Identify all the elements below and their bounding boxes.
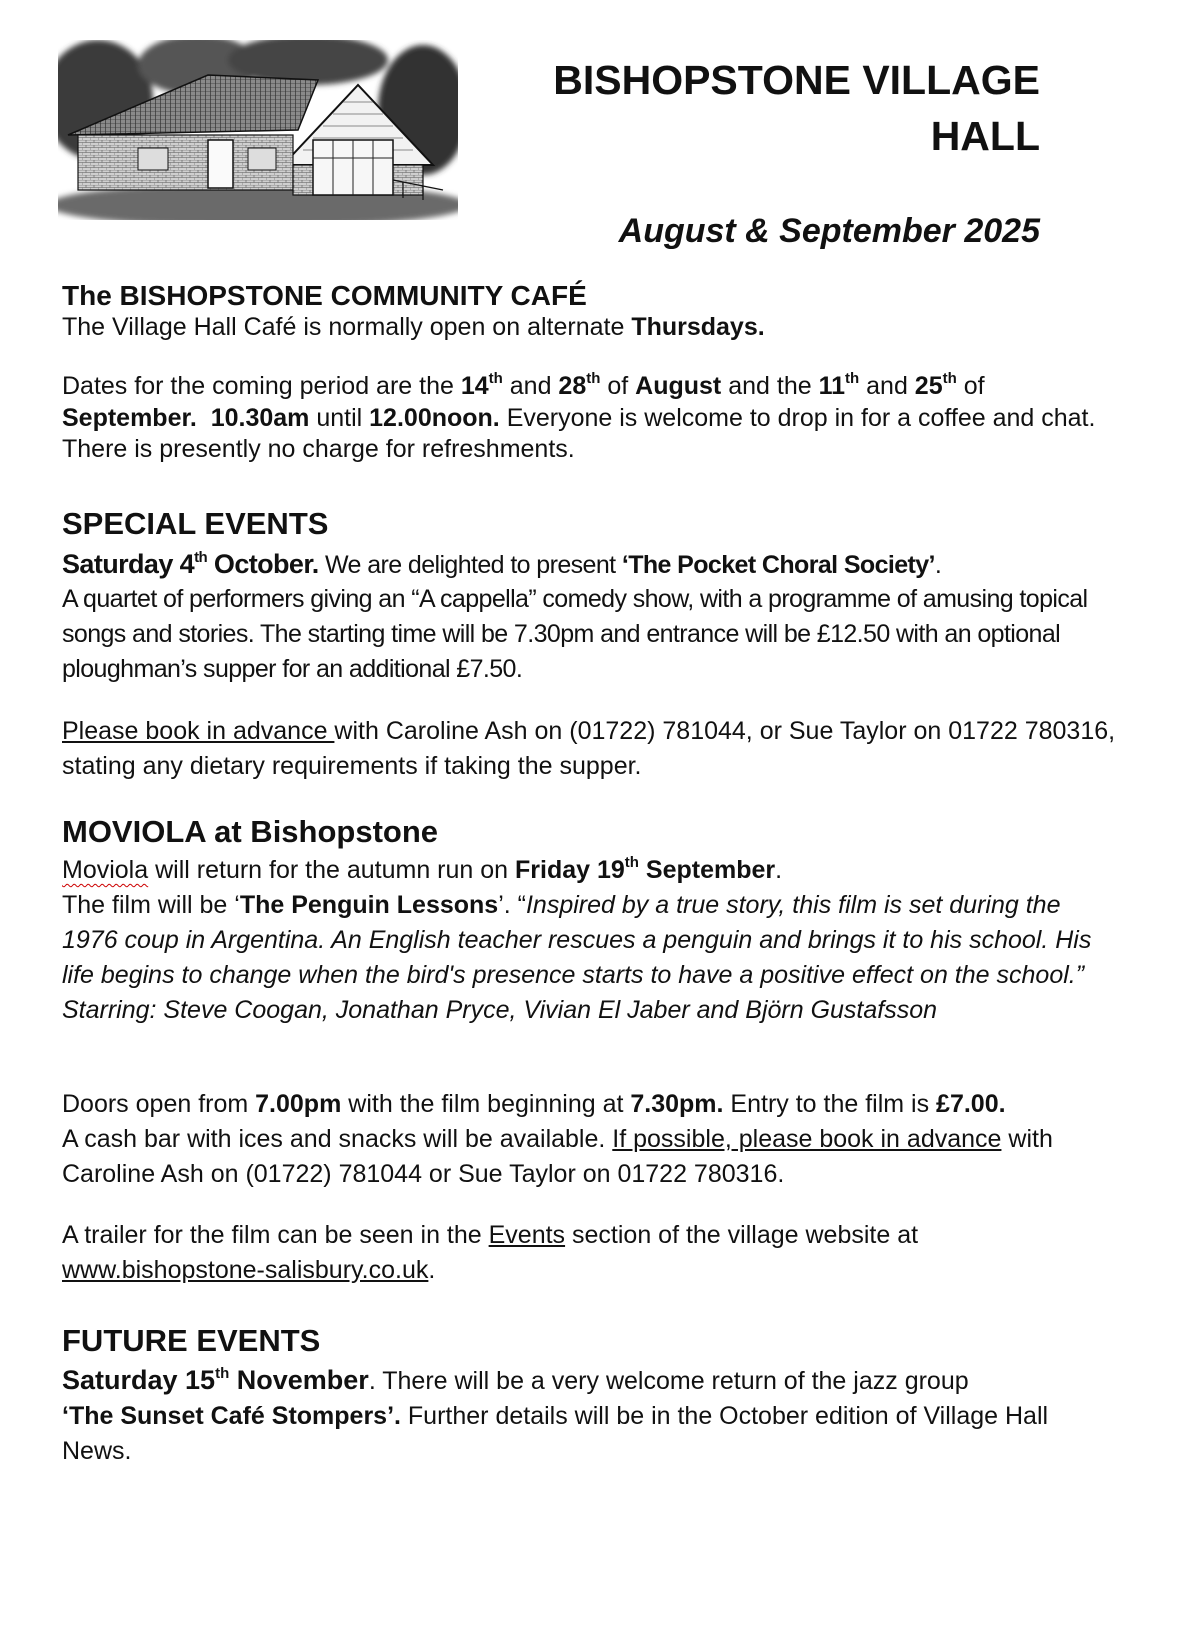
doors-time: 7.00pm — [255, 1090, 342, 1118]
ordinal-suffix: th — [586, 370, 601, 387]
connector-text: and the — [721, 372, 819, 400]
film-date: Friday 19th September — [515, 854, 776, 884]
trailer-info — [62, 1218, 1122, 1288]
cafe-dates-text: Dates for the coming period are the — [62, 372, 461, 400]
event-date: Saturday 4th October. — [62, 549, 319, 579]
special-event-description: A quartet of performers giving an “A cappella” comedy show, with a programme of amusing topical songs and stories. The starting time will be 7.30pm and entrance will be £12.50 with an optional ploughman’s supper for an additional £7.50. — [62, 585, 1088, 683]
band-name: ‘The Sunset Café Stompers’. — [62, 1402, 401, 1430]
cafe-dates — [62, 371, 1122, 466]
special-event-intro — [62, 547, 1122, 583]
welcome-text: Everyone is welcome to drop in for a coffee and chat. There is presently no charge for refreshments. — [62, 403, 1096, 463]
moviola-details — [62, 1087, 1122, 1192]
connector-text: and — [502, 372, 559, 400]
ordinal-suffix: th — [942, 370, 957, 387]
future-event-text: . There will be a very welcome return of the jazz group — [368, 1367, 969, 1395]
month-name: August — [635, 372, 722, 400]
cafe-heading: The BISHOPSTONE COMMUNITY CAFÉ — [62, 280, 587, 311]
connector-text: of — [600, 372, 636, 400]
punctuation: . — [934, 551, 942, 579]
date-value: 14 — [460, 372, 489, 400]
ordinal-suffix: th — [845, 370, 860, 387]
edition-date: August & September 2025 — [618, 212, 1040, 250]
end-time: 12.00noon. — [369, 403, 500, 432]
connector-text: until — [309, 403, 370, 432]
show-name: ‘The Pocket Choral Society’ — [621, 551, 935, 579]
website-link[interactable]: www.bishopstone-salisbury.co.uk — [62, 1256, 429, 1284]
events-link[interactable]: Events — [488, 1221, 566, 1249]
punctuation: . — [428, 1256, 436, 1284]
ordinal-suffix: th — [488, 370, 503, 387]
title-line-2: HALL — [930, 113, 1040, 159]
future-events-heading: FUTURE EVENTS — [62, 1323, 321, 1358]
special-events-heading: SPECIAL EVENTS — [62, 506, 329, 541]
entry-price: £7.00. — [936, 1090, 1006, 1118]
film-synopsis: Inspired by a true story, this film is set during the 1976 coup in Argentina. An English teacher rescues a penguin and brings it to his school. His life begins to change when the bird's presence starts to have a positive effect on the school.” Starring: Steve Coogan, Jonathan Pryce, Vivian El Jaber and Björn Gustafsson — [62, 891, 1092, 1024]
date-value: 28 — [558, 372, 587, 400]
doors-text: Doors open from — [62, 1090, 256, 1118]
book-in-advance-link: If possible, please book in advance — [612, 1125, 1002, 1153]
village-hall-sketch — [58, 40, 458, 220]
connector-text: of — [956, 372, 985, 400]
entry-text: Entry to the film is — [723, 1090, 937, 1118]
moviola-name: Moviola — [62, 856, 149, 884]
connector-text: and — [859, 372, 915, 400]
doors-text: with the film beginning at — [341, 1090, 631, 1118]
film-start-time: 7.30pm. — [630, 1090, 724, 1118]
return-text: will return for the autumn run on — [148, 856, 516, 884]
cafe-intro-text: The Village Hall Café is normally open on alternate — [62, 313, 632, 341]
film-intro: The film will be ‘ — [62, 891, 240, 919]
title-line-1: BISHOPSTONE VILLAGE — [553, 57, 1040, 103]
future-event-text: Further details will be in the October edition of Village Hall News. — [62, 1402, 1049, 1465]
cafe-day: Thursdays. — [631, 313, 765, 341]
moviola-return — [62, 853, 1122, 1028]
film-title: The Penguin Lessons — [239, 891, 499, 919]
punctuation: ’. “ — [498, 891, 526, 919]
future-event-date: Saturday 15th November — [62, 1365, 369, 1395]
booking-details: with Caroline Ash on (01722) 781044, or Sue Taylor on 01722 780316, stating any dietary requirements if taking the supper. — [62, 717, 1116, 780]
special-booking — [62, 714, 1122, 784]
date-value: 11 — [818, 372, 846, 400]
present-text: We are delighted to present — [318, 551, 622, 579]
trailer-text: A trailer for the film can be seen in the — [62, 1221, 489, 1249]
page-title — [470, 52, 1040, 164]
trailer-text: section of the village website at — [565, 1221, 919, 1249]
booking-details: with Caroline Ash on (01722) 781044 or Sue Taylor on 01722 780316. — [62, 1125, 1053, 1188]
punctuation: . — [775, 856, 783, 884]
moviola-heading: MOVIOLA at Bishopstone — [62, 814, 439, 849]
month-name: September. — [62, 403, 197, 432]
cafe-intro — [62, 312, 1122, 344]
date-value: 25 — [914, 372, 943, 400]
bar-text: A cash bar with ices and snacks will be available. — [62, 1125, 613, 1153]
book-in-advance-link: Please book in advance — [62, 717, 335, 745]
start-time: 10.30am — [210, 403, 310, 432]
future-event — [62, 1363, 1122, 1469]
